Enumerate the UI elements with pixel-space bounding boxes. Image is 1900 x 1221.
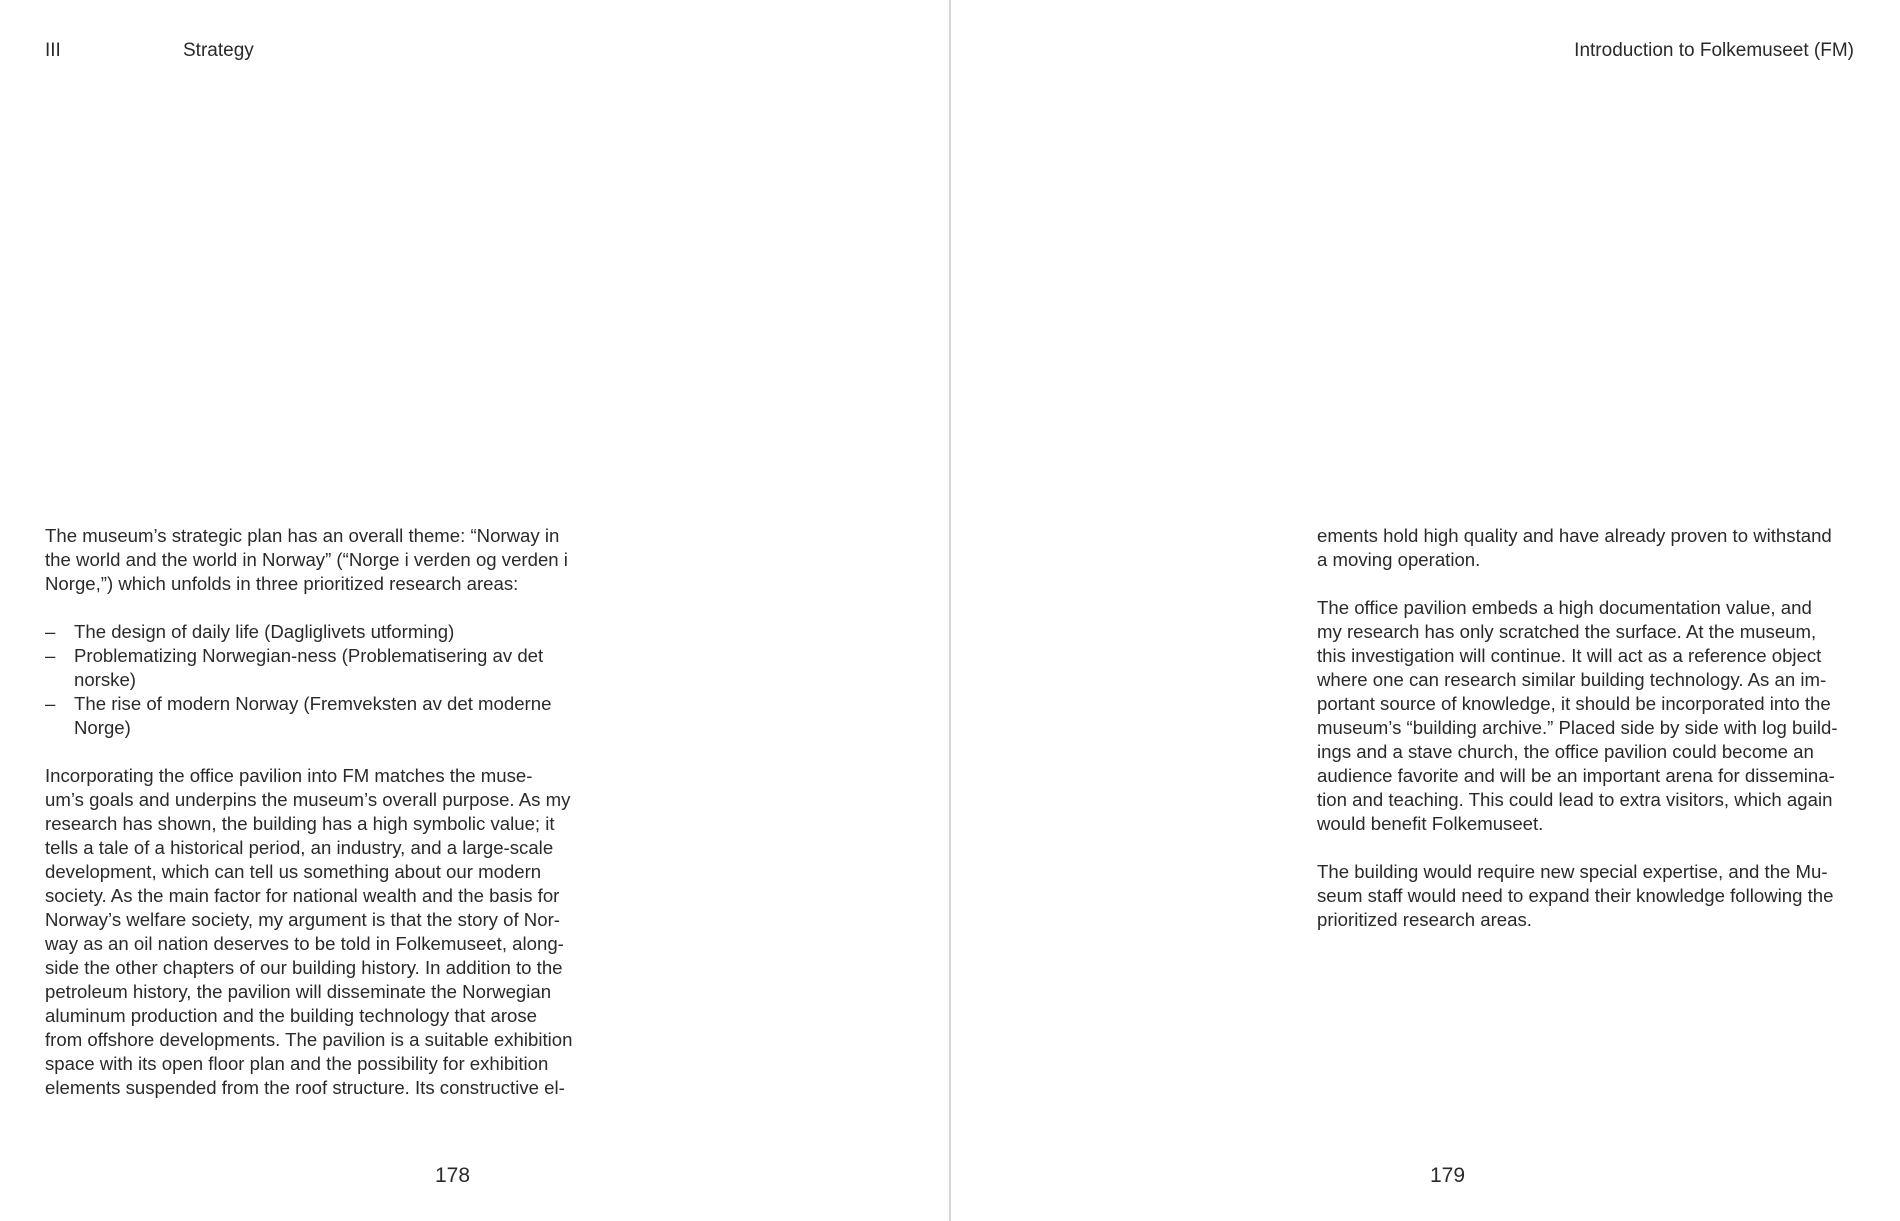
text-line: portant source of knowledge, it should be incorporated into the — [1317, 693, 1831, 714]
text-line: society. As the main factor for national wealth and the basis for — [45, 885, 560, 906]
text-line: aluminum production and the building technology that arose — [45, 1005, 538, 1026]
text-line: The building would require new special expertise, and the Mu- — [1317, 861, 1828, 882]
text-line: would benefit Folkemuseet. — [1317, 813, 1544, 834]
text-line: way as an oil nation deserves to be told in Folkemuseet, along- — [45, 933, 564, 954]
text-line: ings and a stave church, the office pavilion could become an — [1317, 741, 1814, 762]
research-areas-list — [45, 620, 585, 740]
text-line: Problematizing Norwegian-ness (Problematisering av det — [74, 645, 544, 666]
list-dash: – — [45, 645, 56, 666]
text-line: where one can research similar building technology. As an im- — [1317, 669, 1827, 690]
text-line: development, which can tell us something about our modern — [45, 861, 542, 882]
text-line: museum’s “building archive.” Placed side by side with log build- — [1317, 717, 1838, 738]
text-line: um’s goals and underpins the museum’s overall purpose. As my — [45, 789, 571, 810]
text-line: Norge) — [74, 717, 131, 738]
text-line: Norway’s welfare society, my argument is that the story of Nor- — [45, 909, 560, 930]
list-item — [45, 692, 585, 740]
text-line: The museum’s strategic plan has an overall theme: “Norway in — [45, 525, 560, 546]
list-item — [45, 644, 585, 692]
text-line: petroleum history, the pavilion will disseminate the Norwegian — [45, 981, 552, 1002]
text-line: The design of daily life (Dagliglivets utforming) — [74, 621, 455, 642]
text-line: The rise of modern Norway (Fremveksten av det moderne — [74, 693, 552, 714]
text-line: side the other chapters of our building history. In addition to the — [45, 957, 563, 978]
right-page — [951, 0, 1900, 1221]
left-body-text — [45, 524, 585, 1100]
text-line: tells a tale of a historical period, an industry, and a large-scale — [45, 837, 554, 858]
list-dash: – — [45, 621, 56, 642]
main-paragraph — [45, 764, 585, 1100]
text-line: from offshore developments. The pavilion is a suitable exhibition — [45, 1029, 573, 1050]
text-line: Incorporating the office pavilion into FM matches the muse- — [45, 765, 533, 786]
documentation-paragraph — [1317, 596, 1857, 836]
text-line: norske) — [74, 669, 137, 690]
text-line: space with its open floor plan and the possibility for exhibition — [45, 1053, 549, 1074]
page-number: 179 — [1430, 1164, 1466, 1187]
expertise-paragraph — [1317, 860, 1857, 932]
text-line: research has shown, the building has a high symbolic value; it — [45, 813, 555, 834]
text-line: tion and teaching. This could lead to extra visitors, which again — [1317, 789, 1833, 810]
running-head-title: Introduction to Folkemuseet (FM) — [1574, 40, 1854, 61]
text-line: The office pavilion embeds a high documentation value, and — [1317, 597, 1812, 618]
list-dash: – — [45, 693, 56, 714]
text-line: a moving operation. — [1317, 549, 1481, 570]
text-line: ements hold high quality and have already proven to withstand — [1317, 525, 1832, 546]
text-line: prioritized research areas. — [1317, 909, 1532, 930]
left-page — [0, 0, 949, 1221]
continued-paragraph — [1317, 524, 1857, 572]
running-head-chapter: Strategy — [183, 40, 254, 61]
list-item — [45, 620, 585, 644]
text-line: Norge,”) which unfolds in three prioritized research areas: — [45, 573, 519, 594]
intro-paragraph — [45, 524, 585, 596]
running-head-section-number: III — [45, 40, 61, 61]
text-line: seum staff would need to expand their knowledge following the — [1317, 885, 1834, 906]
text-line: elements suspended from the roof structure. Its constructive el- — [45, 1077, 565, 1098]
text-line: audience favorite and will be an important arena for dissemina- — [1317, 765, 1835, 786]
text-line: my research has only scratched the surface. At the museum, — [1317, 621, 1817, 642]
right-body-text — [1317, 524, 1857, 932]
text-line: the world and the world in Norway” (“Norge i verden og verden i — [45, 549, 568, 570]
page-number: 178 — [435, 1164, 471, 1187]
text-line: this investigation will continue. It will act as a reference object — [1317, 645, 1822, 666]
